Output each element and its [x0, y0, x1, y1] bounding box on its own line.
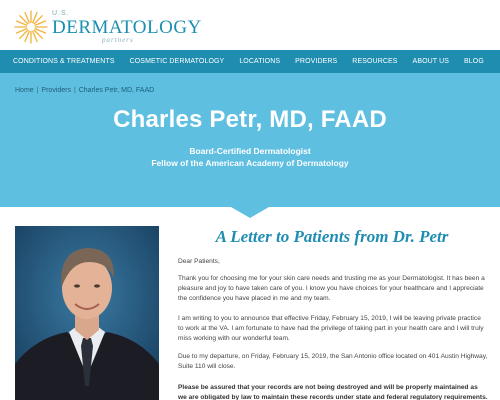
letter-greeting: Dear Patients, — [178, 258, 220, 265]
nav-item-about[interactable]: ABOUT US — [412, 58, 450, 65]
site-logo[interactable] — [14, 8, 202, 44]
nav-item-conditions[interactable]: CONDITIONS & TREATMENTS — [13, 58, 115, 65]
brand-name: DERMATOLOGY — [52, 17, 202, 38]
hero-subtitle-certification: Board-Certified Dermatologist — [189, 146, 311, 156]
breadcrumb-separator: | — [73, 87, 76, 94]
nav-item-resources[interactable]: RESOURCES — [352, 58, 398, 65]
breadcrumb-separator: | — [36, 87, 39, 94]
nav-item-providers[interactable]: PROVIDERS — [295, 58, 338, 65]
doctor-photo — [15, 226, 159, 400]
hero-banner — [0, 73, 500, 207]
letter-paragraph-4: Please be assured that your records are not being destroyed and will be properly maintained as we are obligated by law to maintain these records under state and federal regulatory requirements. — [178, 384, 488, 400]
breadcrumb-current: Charles Petr, MD, FAAD — [78, 87, 155, 94]
letter-paragraph-1: Thank you for choosing me for your skin care needs and trusting me as your Dermatologist. It has been a pleasure and joy to have taken care of you. I know you have choices for your healthcare and I appreciate the confidence you have placed in me and my team. — [178, 275, 485, 302]
hero-pointer — [231, 207, 269, 218]
letter-paragraph-2: I am writing to you to announce that effective Friday, February 15, 2019, I will be leaving private practice to work at the VA. I am fortunate to have had the privilege of taking part in your health care and I will truly miss working with our wonderful team. — [178, 315, 484, 342]
letter-title: A Letter to Patients from Dr. Petr — [215, 227, 449, 246]
page-title: Charles Petr, MD, FAAD — [113, 106, 387, 133]
nav-item-blog[interactable]: BLOG — [464, 58, 484, 65]
site-header — [0, 0, 500, 50]
nav-item-locations[interactable]: LOCATIONS — [239, 58, 281, 65]
breadcrumb — [15, 87, 154, 94]
brand-suffix: partners — [102, 36, 134, 44]
doctor-portrait-image — [15, 226, 159, 400]
breadcrumb-providers[interactable]: Providers — [41, 87, 71, 94]
letter-paragraph-3: Due to my departure, on Friday, February 15, 2019, the San Antonio office located on 401 Austin Highway, Suite 110 will close. — [178, 353, 488, 370]
brand-prefix: U.S. — [52, 10, 70, 17]
breadcrumb-home[interactable]: Home — [15, 87, 34, 94]
main-nav — [0, 50, 500, 73]
hero-subtitle-fellowship: Fellow of the American Academy of Dermatology — [151, 158, 349, 168]
nav-item-cosmetic[interactable]: COSMETIC DERMATOLOGY — [129, 58, 225, 65]
sunburst-icon — [14, 10, 48, 44]
